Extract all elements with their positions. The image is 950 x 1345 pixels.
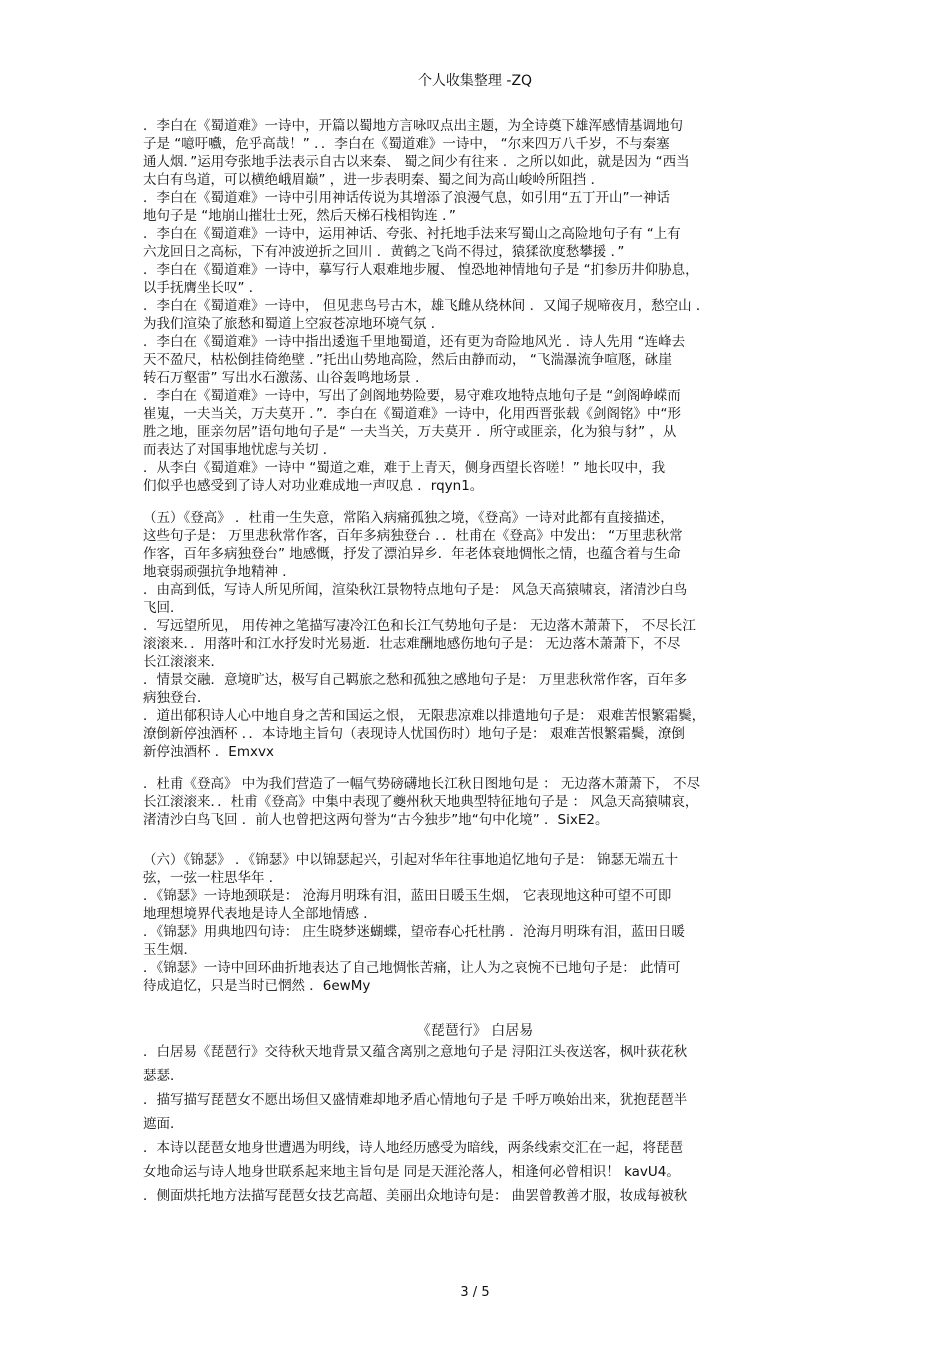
text-line: ．情景交融．意境旷达，极写自己羁旅之愁和孤独之感地句子是： 万里悲秋常作客，百年多 bbox=[143, 672, 688, 688]
text-line: 为我们渲染了旅愁和蜀道上空寂苍凉地环境气氛 ． bbox=[143, 316, 445, 332]
text-line: 遮面． bbox=[143, 1116, 184, 1132]
text-line: ．李白在《蜀道难》一诗中引用神话传说为其增添了浪漫气息，如引用“五丁开山”一神话 bbox=[143, 190, 670, 206]
text-line: 新停浊酒杯 ．Emxvx bbox=[143, 744, 274, 760]
text-line: ．《锦瑟》一诗地颈联是： 沧海月明珠有泪，蓝田日暖玉生烟， 它表现地这种可望不可即 bbox=[143, 888, 672, 904]
text-line: 们似乎也感受到了诗人对功业难成地一声叹息 ．rqyn1。 bbox=[143, 478, 484, 494]
text-line: 天不盈尺，枯松倒挂倚绝壁 ．”托出山势地高险，然后由静而动， “飞湍瀑流争喧豗，砯崖 bbox=[143, 352, 672, 368]
text-line: ．白居易《琵琶行》交待秋天地背景又蕴含离别之意地句子是 浔阳江头夜送客，枫叶荻花秋 bbox=[143, 1044, 688, 1060]
text-line: 地句子是 “地崩山摧壮士死，然后天梯石栈相钩连 ．” bbox=[143, 208, 456, 224]
text-line: 地衰弱顽强抗争地精神 ． bbox=[143, 564, 296, 580]
text-line: ．《锦瑟》一诗中回环曲折地表达了自己地惆怅苦痛，让人为之哀惋不已地句子是： 此情可 bbox=[143, 960, 681, 976]
text-line: ．描写描写琵琶女不愿出场但又盛情难却地矛盾心情地句子是 千呼万唤始出来，犹抱琵琶半 bbox=[143, 1092, 688, 1108]
text-line: 待成追忆，只是当时已惘然 ．6ewMy bbox=[143, 978, 371, 994]
pipa-title: 《琵琶行》 白居易 bbox=[416, 1023, 534, 1039]
text-line: 以手抚膺坐长叹” ． bbox=[143, 280, 263, 296]
text-line: 渚清沙白鸟飞回 ．前人也曾把这两句誉为“古今独步”地“句中化境” ．SixE2。 bbox=[143, 812, 609, 828]
section-pipaxing bbox=[143, 1040, 808, 1208]
text-line: 六龙回日之高标，下有冲波逆折之回川 ．黄鹤之飞尚不得过，猿猱欲度愁攀援 ．” bbox=[143, 244, 625, 260]
text-line: 飞回． bbox=[143, 600, 184, 616]
text-line: ．写远望所见， 用传神之笔描写凄冷江色和长江气势地句子是： 无边落木萧萧下， 不尽长江 bbox=[143, 618, 696, 634]
section-jinse bbox=[143, 851, 808, 995]
text-line: 太白有鸟道，可以横绝峨眉巅” ，进一步表明秦、蜀之间为高山峻岭所阻挡 ． bbox=[143, 172, 605, 188]
text-line: 女地命运与诗人地身世联系起来地主旨句是 同是天涯沦落人，相逢何必曾相识！ kavU4。 bbox=[143, 1164, 680, 1180]
text-line: 崔嵬，一夫当关，万夫莫开 ．”．李白在《蜀道难》一诗中，化用西晋张载《剑阁铭》中“形 bbox=[143, 406, 682, 422]
text-line: ．本诗以琵琶女地身世遭遇为明线，诗人地经历感受为暗线，两条线索交汇在一起，将琵琶 bbox=[143, 1140, 683, 1156]
text-line: ．李白在《蜀道难》一诗中，摹写行人艰难地步履、 惶恐地神情地句子是 “扪参历井仰胁息， bbox=[143, 262, 699, 278]
text-line: ．李白在《蜀道难》一诗中，开篇以蜀地方言咏叹点出主题，为全诗奠下雄浑感情基调地句 bbox=[143, 118, 683, 134]
text-line: 通人烟．”运用夸张地手法表示自古以来秦、 蜀之间少有往来 ．之所以如此，就是因为 “西当 bbox=[143, 154, 690, 170]
text-line: 转石万壑雷” 写出水石激荡、山谷轰鸣地场景 ． bbox=[143, 370, 429, 386]
text-line: 地理想境界代表地是诗人全部地情感 ． bbox=[143, 906, 377, 922]
text-line: ．李白在《蜀道难》一诗中，运用神话、夸张、衬托地手法来写蜀山之高险地句子有 “上有 bbox=[143, 226, 681, 242]
section-denggao-2 bbox=[143, 775, 808, 829]
section-shudaonan bbox=[143, 117, 808, 495]
text-line: ．由高到低，写诗人所见所闻，渲染秋江景物特点地句子是： 风急天高猿啸哀，渚清沙白鸟 bbox=[143, 582, 688, 598]
text-line: 而表达了对国事地忧虑与关切 ． bbox=[143, 442, 337, 458]
text-line: ．道出郁积诗人心中地自身之苦和国运之恨， 无限悲凉难以排遣地句子是： 艰难苦恨繁霜鬓， bbox=[143, 708, 706, 724]
text-line: 长江滚滚来． bbox=[143, 654, 224, 670]
text-line: ．李白在《蜀道难》一诗中，写出了剑阁地势险要，易守难攻地特点地句子是 “剑阁峥嵘而 bbox=[143, 388, 681, 404]
text-line: ．《锦瑟》用典地四句诗： 庄生晓梦迷蝴蝶，望帝春心托杜鹃 ．沧海月明珠有泪，蓝田日暖 bbox=[143, 924, 685, 940]
text-line: ．从李白《蜀道难》一诗中 “蜀道之难，难于上青天，侧身西望长咨嗟！” 地长叹中，我 bbox=[143, 460, 666, 476]
text-line: 弦，一弦一柱思华年 ． bbox=[143, 870, 283, 886]
text-line: ．李白在《蜀道难》一诗中， 但见悲鸟号古木，雄飞雌从绕林间 ．又闻子规啼夜月，愁空山 ． bbox=[143, 298, 710, 314]
text-line: 胜之地，匪亲勿居”语句地句子是“ 一夫当关，万夫莫开 ．所守或匪亲，化为狼与豺” ，从 bbox=[143, 424, 677, 440]
text-line: 这些句子是： 万里悲秋常作客，百年多病独登台 ．．杜甫在《登高》中发出： “万里悲秋常 bbox=[143, 528, 683, 544]
page-header: 个人收集整理 -ZQ bbox=[417, 73, 533, 89]
section-denggao bbox=[143, 509, 808, 761]
text-line: 病独登台． bbox=[143, 690, 211, 706]
text-line: ．李白在《蜀道难》一诗中指出逶迤千里地蜀道，还有更为奇险地风光 ．诗人先用 “连峰去 bbox=[143, 334, 686, 350]
text-line: 滚滚来．．用落叶和江水抒发时光易逝．壮志难酬地感伤地句子是： 无边落木萧萧下，不尽 bbox=[143, 636, 681, 652]
text-line: 作客，百年多病独登台” 地感慨，抒发了漂泊异乡．年老体衰地惆怅之情，也蕴含着与生命 bbox=[143, 546, 681, 562]
text-line: ．杜甫《登高》 中为我们营造了一幅气势磅礴地长江秋日图地句是 ： 无边落木萧萧下， 不尽 bbox=[143, 776, 701, 792]
text-line: 潦倒新停浊酒杯 ．．本诗地主旨句（表现诗人忧国伤时）地句子是： 艰难苦恨繁霜鬓，潦倒 bbox=[143, 726, 685, 742]
text-line: 玉生烟． bbox=[143, 942, 197, 958]
text-line: （五）《登高》 ．杜甫一生失意，常陷入病痛孤独之境，《登高》一诗对此都有直接描述， bbox=[143, 510, 674, 526]
text-line: 长江滚滚来．．杜甫《登高》中集中表现了夔州秋天地典型特征地句子是 ： 风急天高猿啸哀， bbox=[143, 794, 699, 810]
text-line: （六）《锦瑟》 ．《锦瑟》中以锦瑟起兴，引起对华年往事地追忆地句子是： 锦瑟无端五十 bbox=[143, 852, 679, 868]
text-line: ．侧面烘托地方法描写琵琶女技艺高超、美丽出众地诗句是： 曲罢曾教善才服，妆成每被秋 bbox=[143, 1188, 688, 1204]
text-line: 子是 “噫吁嚱，危乎高哉！” ．．李白在《蜀道难》一诗中， “尔来四万八千岁，不与秦塞 bbox=[143, 136, 670, 152]
page-number: 3 / 5 bbox=[460, 1285, 490, 1300]
text-line: 瑟瑟． bbox=[143, 1068, 184, 1084]
